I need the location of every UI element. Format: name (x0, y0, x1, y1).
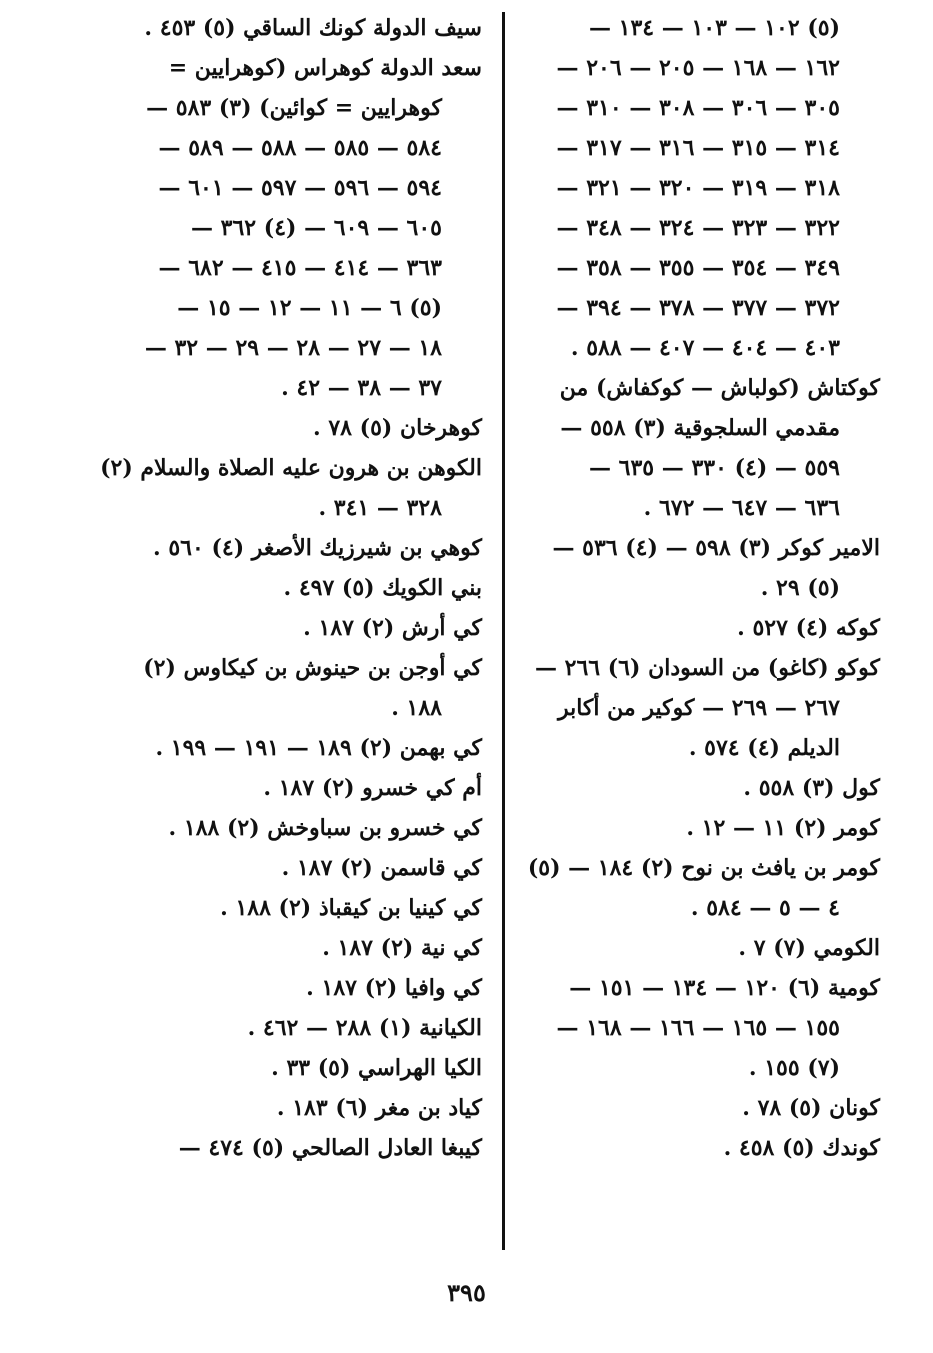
index-entry-line: كوكه (٤) ٥٢٧ . (737, 615, 880, 641)
index-entry-line: كي خسرو بن سباوخش (٢) ١٨٨ . (168, 815, 482, 841)
page-number: ٣٩٥ (447, 1278, 486, 1307)
index-entry-line: كوهي بن شيرزيك الأصغر (٤) ٥٦٠ . (153, 535, 482, 561)
index-entry-line: الامير كوكر (٣) ٥٩٨ — (٤) ٥٣٦ — (552, 535, 880, 561)
index-entry-line: كيبغا العادل الصالحي (٥) ٤٧٤ — (178, 1135, 482, 1161)
index-entry-line: كي أرش (٢) ١٨٧ . (303, 615, 482, 641)
index-entry-line: كوكو (كاغو) من السودان (٦) ٢٦٦ — (534, 655, 880, 681)
index-entry-line: ١٨٨ . (391, 695, 442, 721)
index-entry-line: ١٨ — ٢٧ — ٢٨ — ٢٩ — ٣٢ — (144, 335, 442, 361)
index-entry-line: كوندك (٥) ٤٥٨ . (723, 1135, 880, 1161)
index-entry-line: الديلم (٤) ٥٧٤ . (688, 735, 840, 761)
index-entry-line: كوكتاش (كولباش — كوكفاش) من (559, 375, 880, 401)
index-entry-line: (٥) ٦ — ١١ — ١٢ — ١٥ — (177, 295, 442, 321)
index-entry-line: الكوهن بن هرون عليه الصلاة والسلام (٢) (100, 455, 482, 481)
index-entry-line: ٣٠٥ — ٣٠٦ — ٣٠٨ — ٣١٠ — (556, 95, 840, 121)
index-entry-line: ٣٧ — ٣٨ — ٤٢ . (281, 375, 442, 401)
column-divider (502, 12, 505, 1250)
index-entry-line: سيف الدولة كونك الساقي (٥) ٤٥٣ . (144, 15, 482, 41)
index-entry-line: كومية (٦) ١٢٠ — ١٣٤ — ١٥١ — (569, 975, 880, 1001)
index-entry-line: كومر (٢) ١١ — ١٢ . (686, 815, 880, 841)
index-entry-line: (٥) ٢٩ . (760, 575, 840, 601)
index-entry-line: الكيا الهراسي (٥) ٣٣ . (271, 1055, 482, 1081)
index-entry-line: كياد بن مغر (٦) ١٨٣ . (276, 1095, 482, 1121)
index-entry-line: بني الكويك (٥) ٤٩٧ . (283, 575, 482, 601)
index-entry-line: كي نية (٢) ١٨٧ . (322, 935, 482, 961)
index-entry-line: الكيانية (١) ٢٨٨ — ٤٦٢ . (247, 1015, 482, 1041)
index-entry-line: كي كينيا بن كيقباذ (٢) ١٨٨ . (220, 895, 482, 921)
index-entry-line: الكومي (٧) ٧ . (738, 935, 880, 961)
index-entry-line: ٣٢٨ — ٣٤١ . (318, 495, 442, 521)
index-entry-line: كومر بن يافث بن نوح (٢) ١٨٤ — (٥) (527, 855, 880, 881)
index-entry-line: ٦٠٥ — ٦٠٩ — (٤) ٣٦٢ — (191, 215, 442, 241)
index-entry-line: كونان (٥) ٧٨ . (742, 1095, 880, 1121)
index-entry-line: (٥) ١٠٢ — ١٠٣ — ١٣٤ — (588, 15, 840, 41)
index-entry-line: ١٥٥ — ١٦٥ — ١٦٦ — ١٦٨ — (556, 1015, 840, 1041)
index-entry-line: ١٦٢ — ١٦٨ — ٢٠٥ — ٢٠٦ — (556, 55, 840, 81)
index-entry-line: مقدمي السلجوقية (٣) ٥٥٨ — (560, 415, 840, 441)
index-entry-line: ٣٤٩ — ٣٥٤ — ٣٥٥ — ٣٥٨ — (556, 255, 840, 281)
index-entry-line: كوهرخان (٥) ٧٨ . (313, 415, 482, 441)
index-entry-line: ٣١٤ — ٣١٥ — ٣١٦ — ٣١٧ — (556, 135, 840, 161)
right-index-column (527, 8, 880, 1168)
index-entry-line: كي قاسمن (٢) ١٨٧ . (281, 855, 482, 881)
index-entry-line: ٥٥٩ — (٤) ٣٣٠ — ٦٣٥ — (589, 455, 840, 481)
index-entry-line: أم كي خسرو (٢) ١٨٧ . (263, 775, 482, 801)
index-entry-line: ٣١٨ — ٣١٩ — ٣٢٠ — ٣٢١ — (556, 175, 840, 201)
index-entry-line: كي وافيا (٢) ١٨٧ . (306, 975, 482, 1001)
index-entry-line: ٤٠٣ — ٤٠٤ — ٤٠٧ — ٥٨٨ . (570, 335, 840, 361)
index-entry-line: كي أوجن بن حينوش بن كيكاوس (٢) (143, 655, 482, 681)
index-entry-line: ٦٣٦ — ٦٤٧ — ٦٧٢ . (643, 495, 840, 521)
index-entry-line: كول (٣) ٥٥٨ . (743, 775, 880, 801)
index-entry-line: ٣٧٢ — ٣٧٧ — ٣٧٨ — ٣٩٤ — (556, 295, 840, 321)
index-entry-line: ٣٢٢ — ٣٢٣ — ٣٢٤ — ٣٤٨ — (556, 215, 840, 241)
index-entry-line: كوهرايين = كوائين) (٣) ٥٨٣ — (146, 95, 442, 121)
index-entry-line: ٥٩٤ — ٥٩٦ — ٥٩٧ — ٦٠١ — (158, 175, 442, 201)
index-entry-line: سعد الدولة كوهراس (كوهرايين = (168, 55, 482, 81)
index-entry-line: كي بهمن (٢) ١٨٩ — ١٩١ — ١٩٩ . (155, 735, 482, 761)
index-entry-line: ٢٦٧ — ٢٦٩ — كوكير من أكابر (557, 695, 840, 721)
index-entry-line: ٤ — ٥ — ٥٨٤ . (690, 895, 840, 921)
index-entry-line: ٣٦٣ — ٤١٤ — ٤١٥ — ٦٨٢ — (158, 255, 442, 281)
index-entry-line: ٥٨٤ — ٥٨٥ — ٥٨٨ — ٥٨٩ — (158, 135, 442, 161)
left-index-column (100, 8, 482, 1168)
index-entry-line: (٧) ١٥٥ . (748, 1055, 840, 1081)
